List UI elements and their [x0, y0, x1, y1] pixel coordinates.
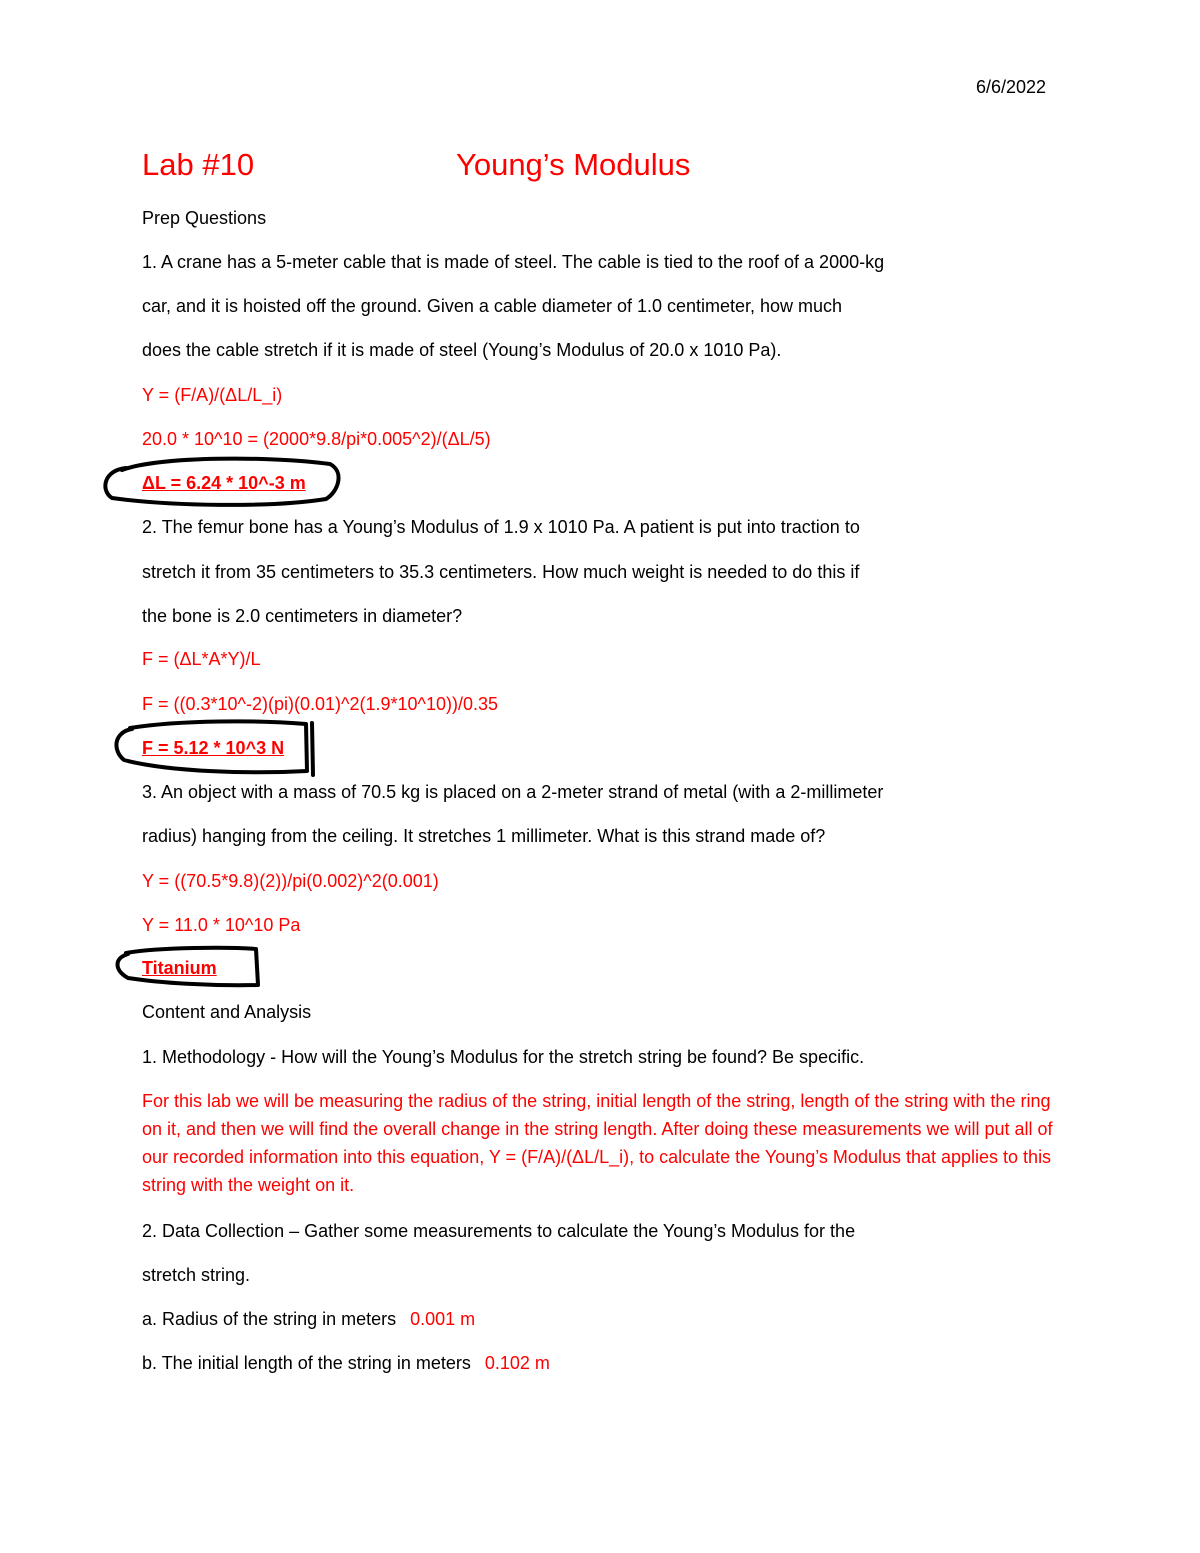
q2-line-2: stretch it from 35 centimeters to 35.3 centimeters. How much weight is needed to do this if [142, 562, 860, 582]
q2-work-2: F = ((0.3*10^-2)(pi)(0.01)^2(1.9*10^10))/0.35 [142, 694, 499, 714]
data-collection-line-2: stretch string. [142, 1265, 251, 1285]
data-collection-line-1: 2. Data Collection – Gather some measurements to calculate the Young’s Modulus for the [142, 1221, 856, 1241]
document-date: 6/6/2022 [976, 77, 1047, 97]
q3-answer: Titanium [142, 958, 217, 978]
radius-label: a. Radius of the string in meters [142, 1309, 397, 1329]
initial-length-row [142, 1352, 550, 1374]
radius-row [142, 1308, 475, 1330]
answer-2-circle-tick [312, 723, 313, 775]
q1-line-1: 1. A crane has a 5-meter cable that is made of steel. The cable is tied to the roof of a 2000-kg [142, 252, 885, 272]
initial-length-value: 0.102 m [484, 1353, 550, 1373]
q1-answer: ΔL = 6.24 * 10^-3 m [142, 473, 306, 493]
q1-work-2: 20.0 * 10^10 = (2000*9.8/pi*0.005^2)/(ΔL/5) [142, 429, 491, 449]
analysis-heading: Content and Analysis [142, 1002, 312, 1022]
q2-work-1: F = (ΔL*A*Y)/L [142, 649, 261, 669]
q2-answer: F = 5.12 * 10^3 N [142, 738, 285, 758]
q1-line-2: car, and it is hoisted off the ground. Given a cable diameter of 1.0 centimeter, how much [142, 296, 843, 316]
lab-number-title: Lab #10 [142, 147, 255, 182]
methodology-question: 1. Methodology - How will the Young’s Modulus for the stretch string be found? Be specific. [142, 1047, 865, 1067]
initial-length-label: b. The initial length of the string in meters [142, 1353, 471, 1373]
q1-line-3: does the cable stretch if it is made of steel (Young’s Modulus of 20.0 x 1010 Pa). [142, 340, 782, 360]
q1-work-1: Y = (F/A)/(ΔL/L_i) [142, 385, 283, 405]
radius-value: 0.001 m [410, 1309, 476, 1329]
q2-line-3: the bone is 2.0 centimeters in diameter? [142, 606, 463, 626]
methodology-response: For this lab we will be measuring the radius of the string, initial length of the string, length of the string with the ring on it, and then we will find the overall change in the string length. After doing these measurements we will put all of our recorded information into this equation, Y = (F/A)/(ΔL/L_i), to calculate the Young’s Modulus that applies to this string with the weight on it. [142, 1091, 1053, 1195]
q3-line-2: radius) hanging from the ceiling. It stretches 1 millimeter. What is this strand made of? [142, 826, 826, 846]
q3-line-1: 3. An object with a mass of 70.5 kg is placed on a 2-meter strand of metal (with a 2-millimeter [142, 782, 884, 802]
lab-topic-title: Young’s Modulus [456, 147, 691, 182]
q3-work-2: Y = 11.0 * 10^10 Pa [142, 915, 301, 935]
q3-work-1: Y = ((70.5*9.8)(2))/pi(0.002)^2(0.001) [142, 871, 439, 891]
prep-questions-heading: Prep Questions [142, 208, 267, 228]
q2-line-1: 2. The femur bone has a Young’s Modulus of 1.9 x 1010 Pa. A patient is put into traction to [142, 517, 860, 537]
